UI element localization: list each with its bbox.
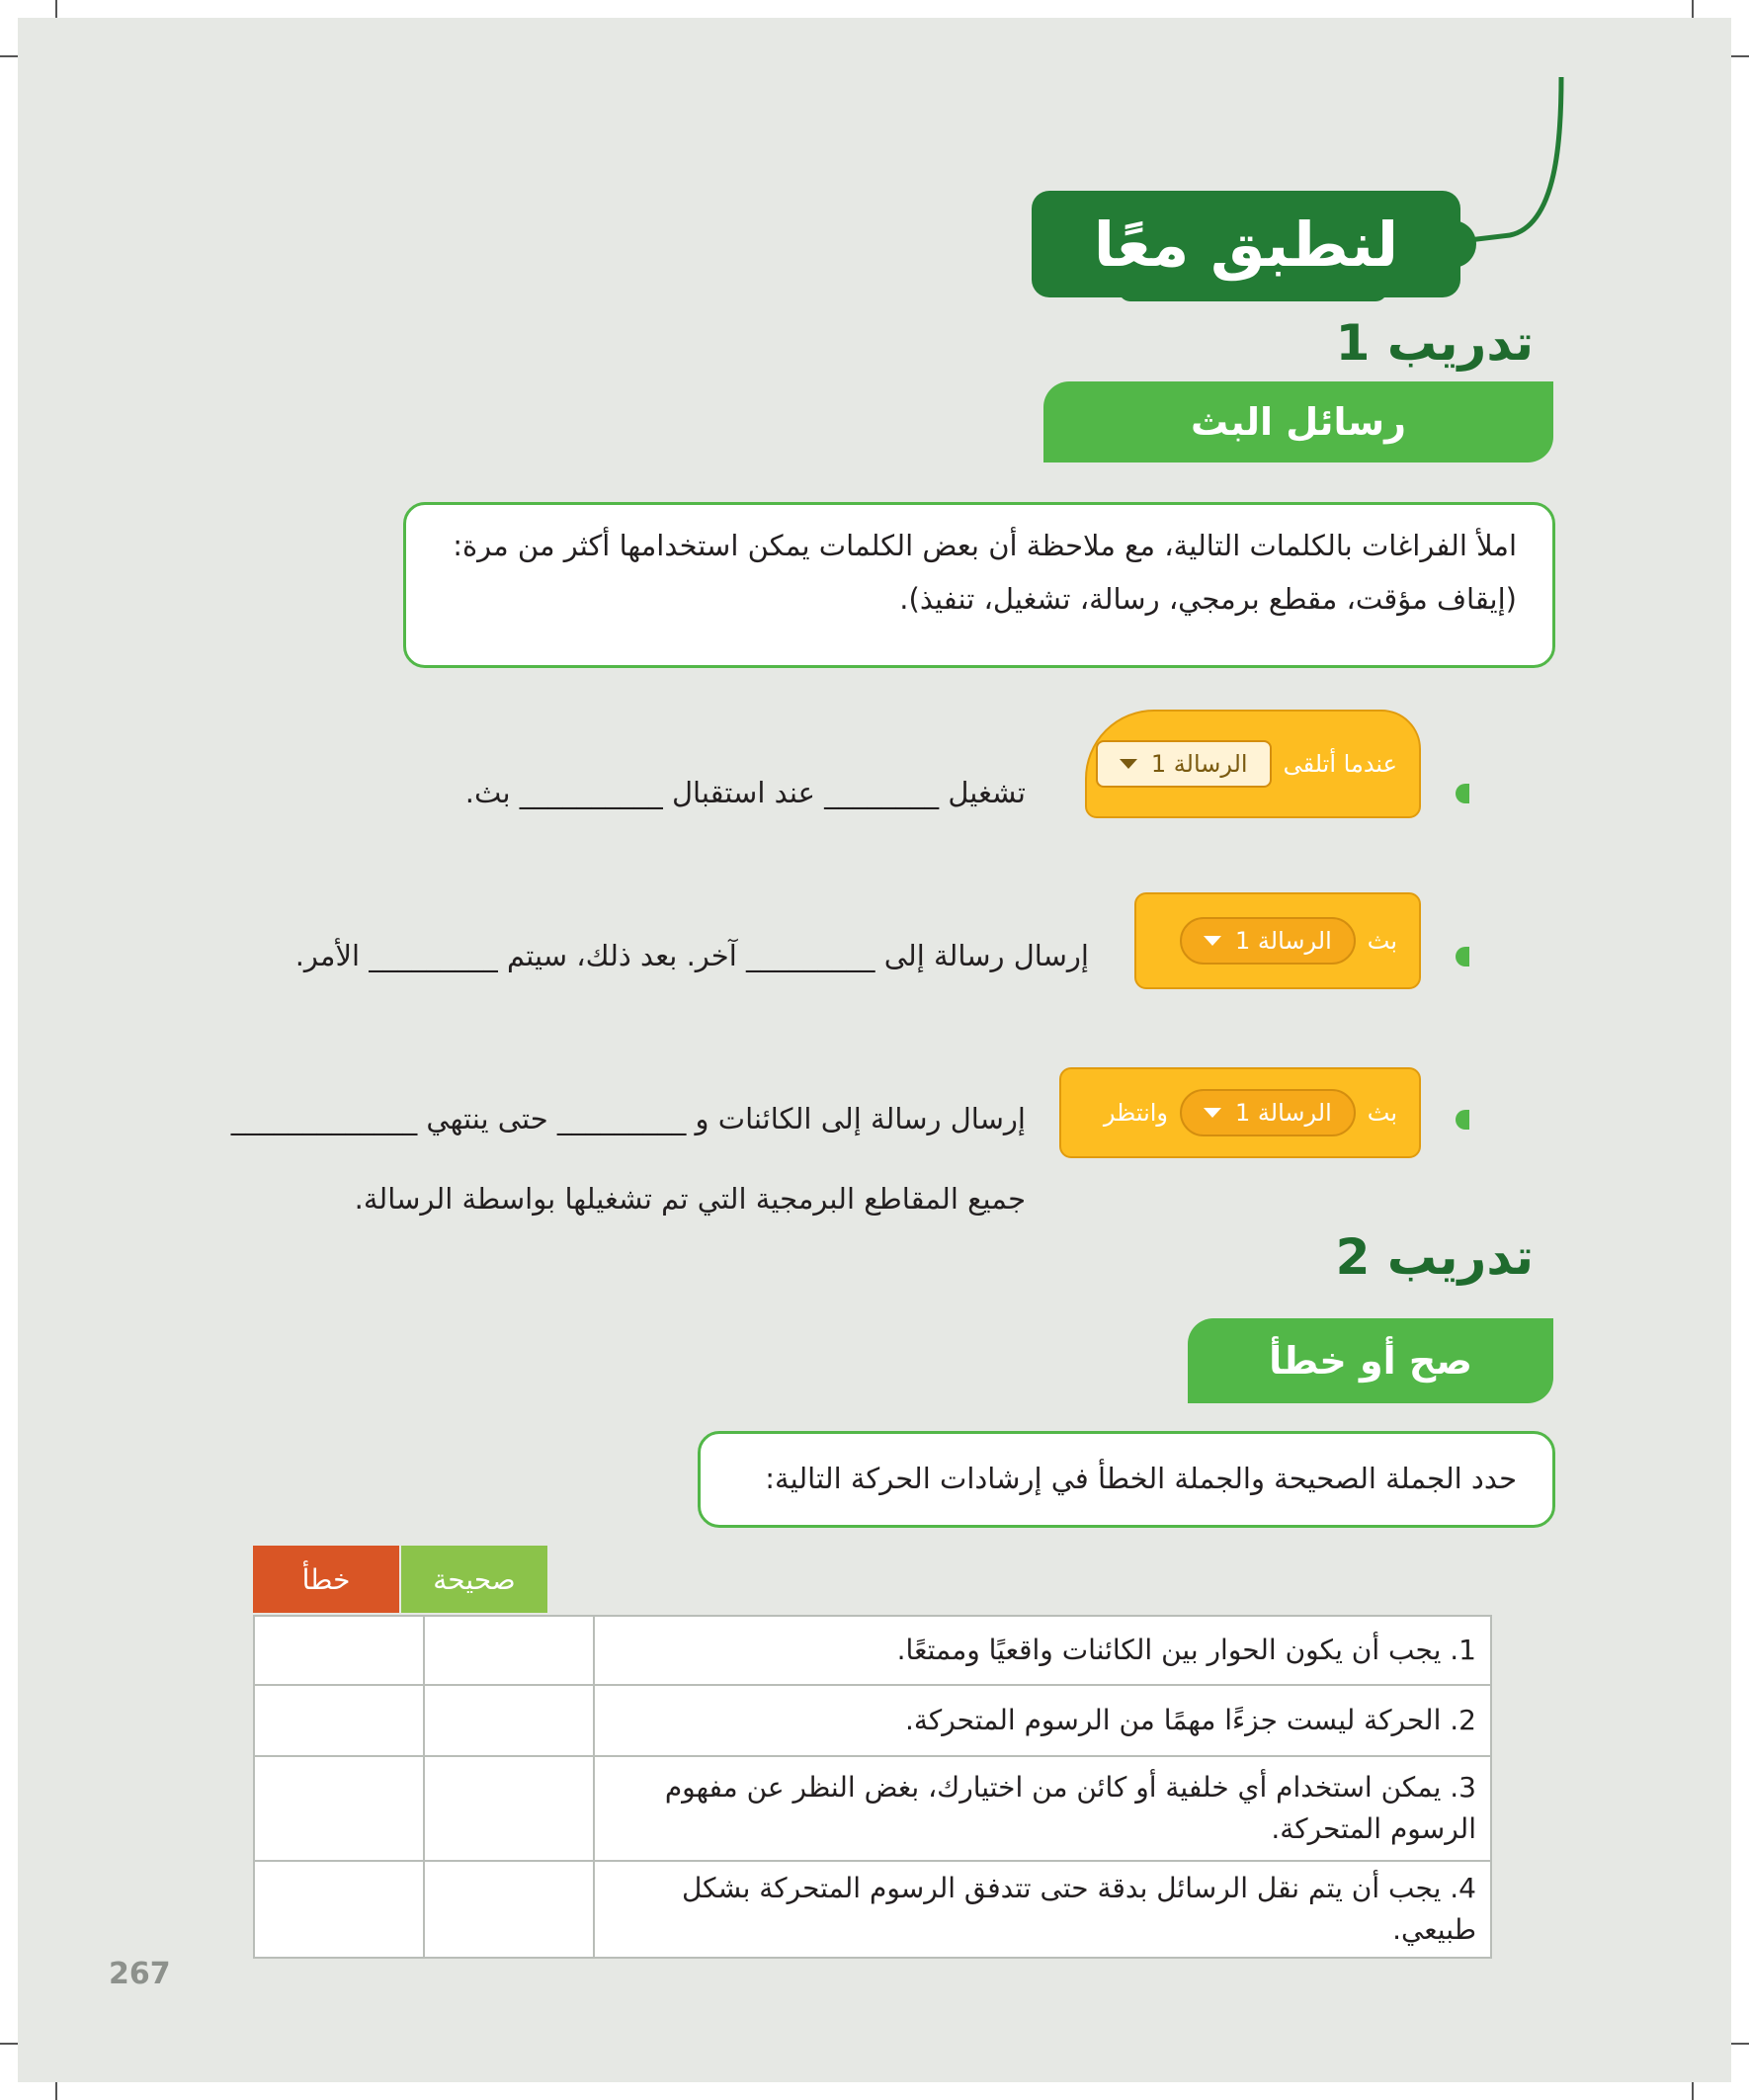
crop-mark	[0, 2043, 18, 2045]
table-row	[254, 1756, 1491, 1861]
sentence-3: إرسال رسالة إلى الكائنات و _________ حتى ينتهي _____________	[230, 1102, 1026, 1135]
exercise1-tab: رسائل البث	[1043, 381, 1553, 462]
answer-true-cell-1[interactable]	[424, 1616, 594, 1685]
exercise1-instruction-box	[403, 502, 1555, 668]
crop-mark	[55, 0, 57, 18]
scratch-when-receive-block	[1085, 710, 1421, 818]
message-value: الرسالة 1	[1235, 1099, 1332, 1127]
answer-false-cell-4[interactable]	[254, 1861, 424, 1958]
crop-mark	[1731, 55, 1749, 57]
chevron-down-icon	[1204, 1108, 1221, 1118]
answer-true-cell-3[interactable]	[424, 1756, 594, 1861]
statement-2: 2. الحركة ليست جزءًا مهمًا من الرسوم المتحركة.	[594, 1685, 1491, 1756]
scratch-broadcast-wait-block	[1059, 1067, 1421, 1158]
true-false-table	[253, 1615, 1492, 1959]
sentence-3-continued: جميع المقاطع البرمجية التي تم تشغيلها بواسطة الرسالة.	[354, 1182, 1026, 1216]
table-row	[254, 1685, 1491, 1756]
statement-3: 3. يمكن استخدام أي خلفية أو كائن من اختيارك، بغض النظر عن مفهوم الرسوم المتحركة.	[594, 1756, 1491, 1861]
instruction-line-2: (إيقاف مؤقت، مقطع برمجي، رسالة، تشغيل، تنفيذ).	[899, 582, 1517, 616]
block-label: بث	[1367, 1099, 1397, 1127]
scratch-broadcast-block	[1134, 892, 1421, 989]
column-header-false: خطأ	[253, 1546, 399, 1613]
bullet-2	[1456, 947, 1469, 966]
bullet-1	[1456, 784, 1469, 803]
exercise2-title: تدريب 2	[1335, 1228, 1534, 1286]
answer-false-cell-2[interactable]	[254, 1685, 424, 1756]
block-label: بث	[1367, 927, 1397, 955]
sentence-2: إرسال رسالة إلى _________ آخر. بعد ذلك، سيتم _________ الأمر.	[294, 939, 1089, 972]
table-row	[254, 1616, 1491, 1685]
statement-1: 1. يجب أن يكون الحوار بين الكائنات واقعيًا وممتعًا.	[594, 1616, 1491, 1685]
table-row	[254, 1861, 1491, 1958]
crop-mark	[1731, 2043, 1749, 2045]
sentence-1: تشغيل ________ عند استقبال __________ بث.	[464, 776, 1026, 809]
page-number: 267	[109, 1957, 171, 1991]
answer-true-cell-4[interactable]	[424, 1861, 594, 1958]
crop-mark	[55, 2082, 57, 2100]
block-suffix: وانتظر	[1103, 1099, 1169, 1127]
message-value: الرسالة 1	[1150, 750, 1248, 778]
exercise2-tab: صح أو خطأ	[1188, 1318, 1553, 1403]
bullet-3	[1456, 1110, 1469, 1130]
message-dropdown[interactable]	[1180, 917, 1356, 965]
exercise2-instruction: حدد الجملة الصحيحة والجملة الخطأ في إرشادات الحركة التالية:	[765, 1462, 1517, 1495]
exercise2-instruction-box	[698, 1431, 1555, 1528]
message-dropdown[interactable]	[1096, 740, 1272, 788]
crop-mark	[1692, 2082, 1694, 2100]
block-label: عندما أتلقى	[1283, 750, 1397, 778]
answer-false-cell-1[interactable]	[254, 1616, 424, 1685]
banner-title: لنطبق معًا	[1032, 191, 1460, 297]
message-value: الرسالة 1	[1235, 927, 1332, 955]
chevron-down-icon	[1204, 936, 1221, 946]
answer-true-cell-2[interactable]	[424, 1685, 594, 1756]
crop-mark	[1692, 0, 1694, 18]
column-header-true: صحيحة	[401, 1546, 547, 1613]
statement-4: 4. يجب أن يتم نقل الرسائل بدقة حتى تتدفق الرسوم المتحركة بشكل طبيعي.	[594, 1861, 1491, 1958]
chevron-down-icon	[1120, 759, 1137, 769]
instruction-line-1: املأ الفراغات بالكلمات التالية، مع ملاحظة أن بعض الكلمات يمكن استخدامها أكثر من مرة:	[453, 529, 1517, 562]
exercise1-title: تدريب 1	[1335, 314, 1534, 372]
answer-false-cell-3[interactable]	[254, 1756, 424, 1861]
message-dropdown[interactable]	[1180, 1089, 1356, 1136]
page	[18, 18, 1731, 2082]
crop-mark	[0, 55, 18, 57]
